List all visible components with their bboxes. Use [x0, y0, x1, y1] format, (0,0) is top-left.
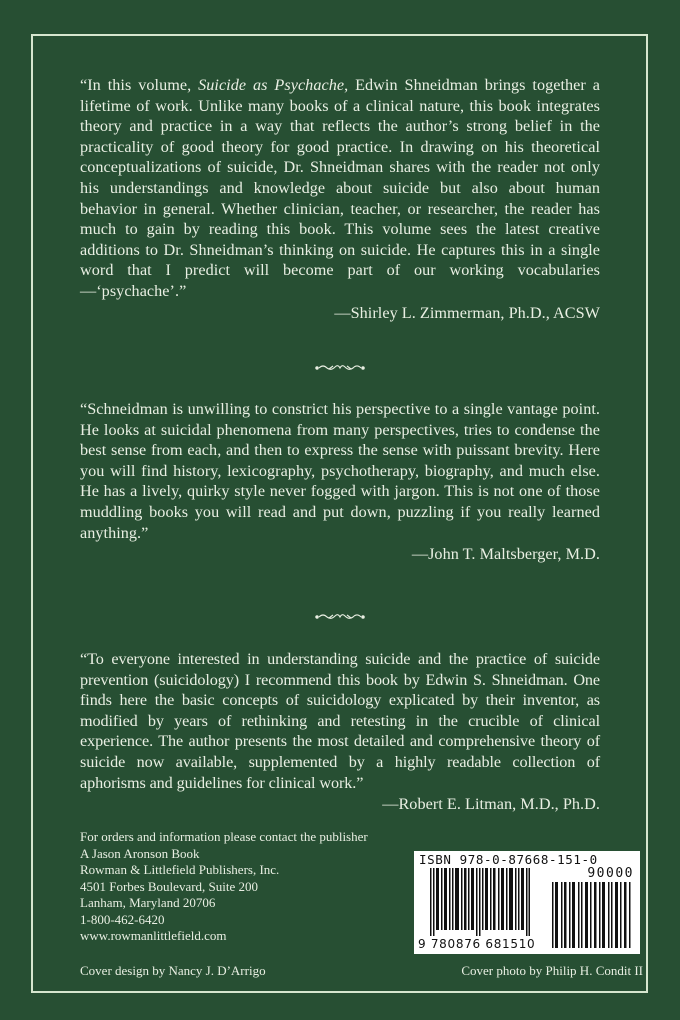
publisher-line-orders: For orders and information please contact the publisher: [80, 829, 368, 844]
isbn-barcode: [414, 851, 640, 954]
endorsement-quote-1: [80, 75, 600, 323]
ean-digits: 9 780876 681510: [418, 937, 536, 951]
endorsement-quote-3: [80, 649, 600, 815]
ean-barcode-bars: [430, 868, 530, 936]
quote-3-attribution: —Robert E. Litman, M.D., Ph.D.: [382, 795, 600, 814]
endorsement-quote-2: [80, 399, 600, 565]
publisher-line-street: 4501 Forbes Boulevard, Suite 200: [80, 878, 259, 894]
publisher-line-website: www.rowmanlittlefield.com: [80, 928, 227, 943]
publisher-line-city: Lanham, Maryland 20706: [80, 895, 216, 910]
cover-design-credit: Cover design by Nancy J. D’Arrigo: [80, 963, 266, 978]
isbn-label: ISBN 978-0-87668-151-0: [419, 852, 598, 867]
book-title-italic: Suicide as Psychache: [198, 76, 345, 94]
price-code: 90000: [587, 866, 634, 881]
fleuron-divider-icon: [315, 363, 365, 373]
price-addon-barcode-bars: [552, 882, 632, 948]
quote-1-text-intro: “In this volume,: [80, 76, 199, 94]
quote-2-attribution: —John T. Maltsberger, M.D.: [411, 545, 600, 564]
fleuron-divider-icon: [315, 612, 365, 622]
publisher-line-imprint: A Jason Aronson Book: [80, 845, 200, 861]
quote-2-text: “Schneidman is unwilling to constrict his perspective to a single vantage point. He looks at suicidal phenomena from many perspectives, tries to condense the best sense from each, and then to express the sense with puissant brevity. Here you will find history, lexicography, psychotherapy, biography, and much else. He has a lively, quirky style never fogged with jargon. This is not one of those muddling books you will read and put down, puzzling if you really learned anything.”: [80, 400, 600, 542]
cover-photo-credit: Cover photo by Philip H. Condit II: [461, 963, 643, 978]
quote-1-text: [80, 75, 600, 302]
quote-1-attribution: —Shirley L. Zimmerman, Ph.D., ACSW: [334, 303, 600, 322]
publisher-contact-block: [80, 829, 368, 945]
quote-1-text-rest: , Edwin Shneidman brings together a lifetime of work. Unlike many books of a clinical nature, this book integrates theory and practice in a way that reflects the author’s strong belief in the practicality of good theory for good practice. In drawing on his theoretical conceptualizations of suicide, Dr. Shneidman shares with the reader not only his understandings and knowledge about suicide but also about human behavior in general. Whether clinician, teacher, or researcher, the reader has much to gain by reading this book. This volume sees the latest creative additions to Dr. Shneidman’s thinking on suicide. He captures this in a single word that I predict will become part of our working vocabularies—‘psychache’.”: [80, 76, 600, 300]
quote-3-text: “To everyone interested in understanding suicide and the practice of suicide prevention (suicidology) I recommend this book by Edwin S. Shneidman. One finds here the basic concepts of suicidology explicated by their inventor, as modified by years of rethinking and retesting in the crucible of clinical experience. The author presents the most detailed and comprehensive theory of suicide now available, supplemented by a highly readable collection of aphorisms and guidelines for clinical work.”: [80, 650, 600, 792]
publisher-line-name: Rowman & Littlefield Publishers, Inc.: [80, 862, 280, 877]
publisher-line-phone: 1-800-462-6420: [80, 911, 165, 927]
